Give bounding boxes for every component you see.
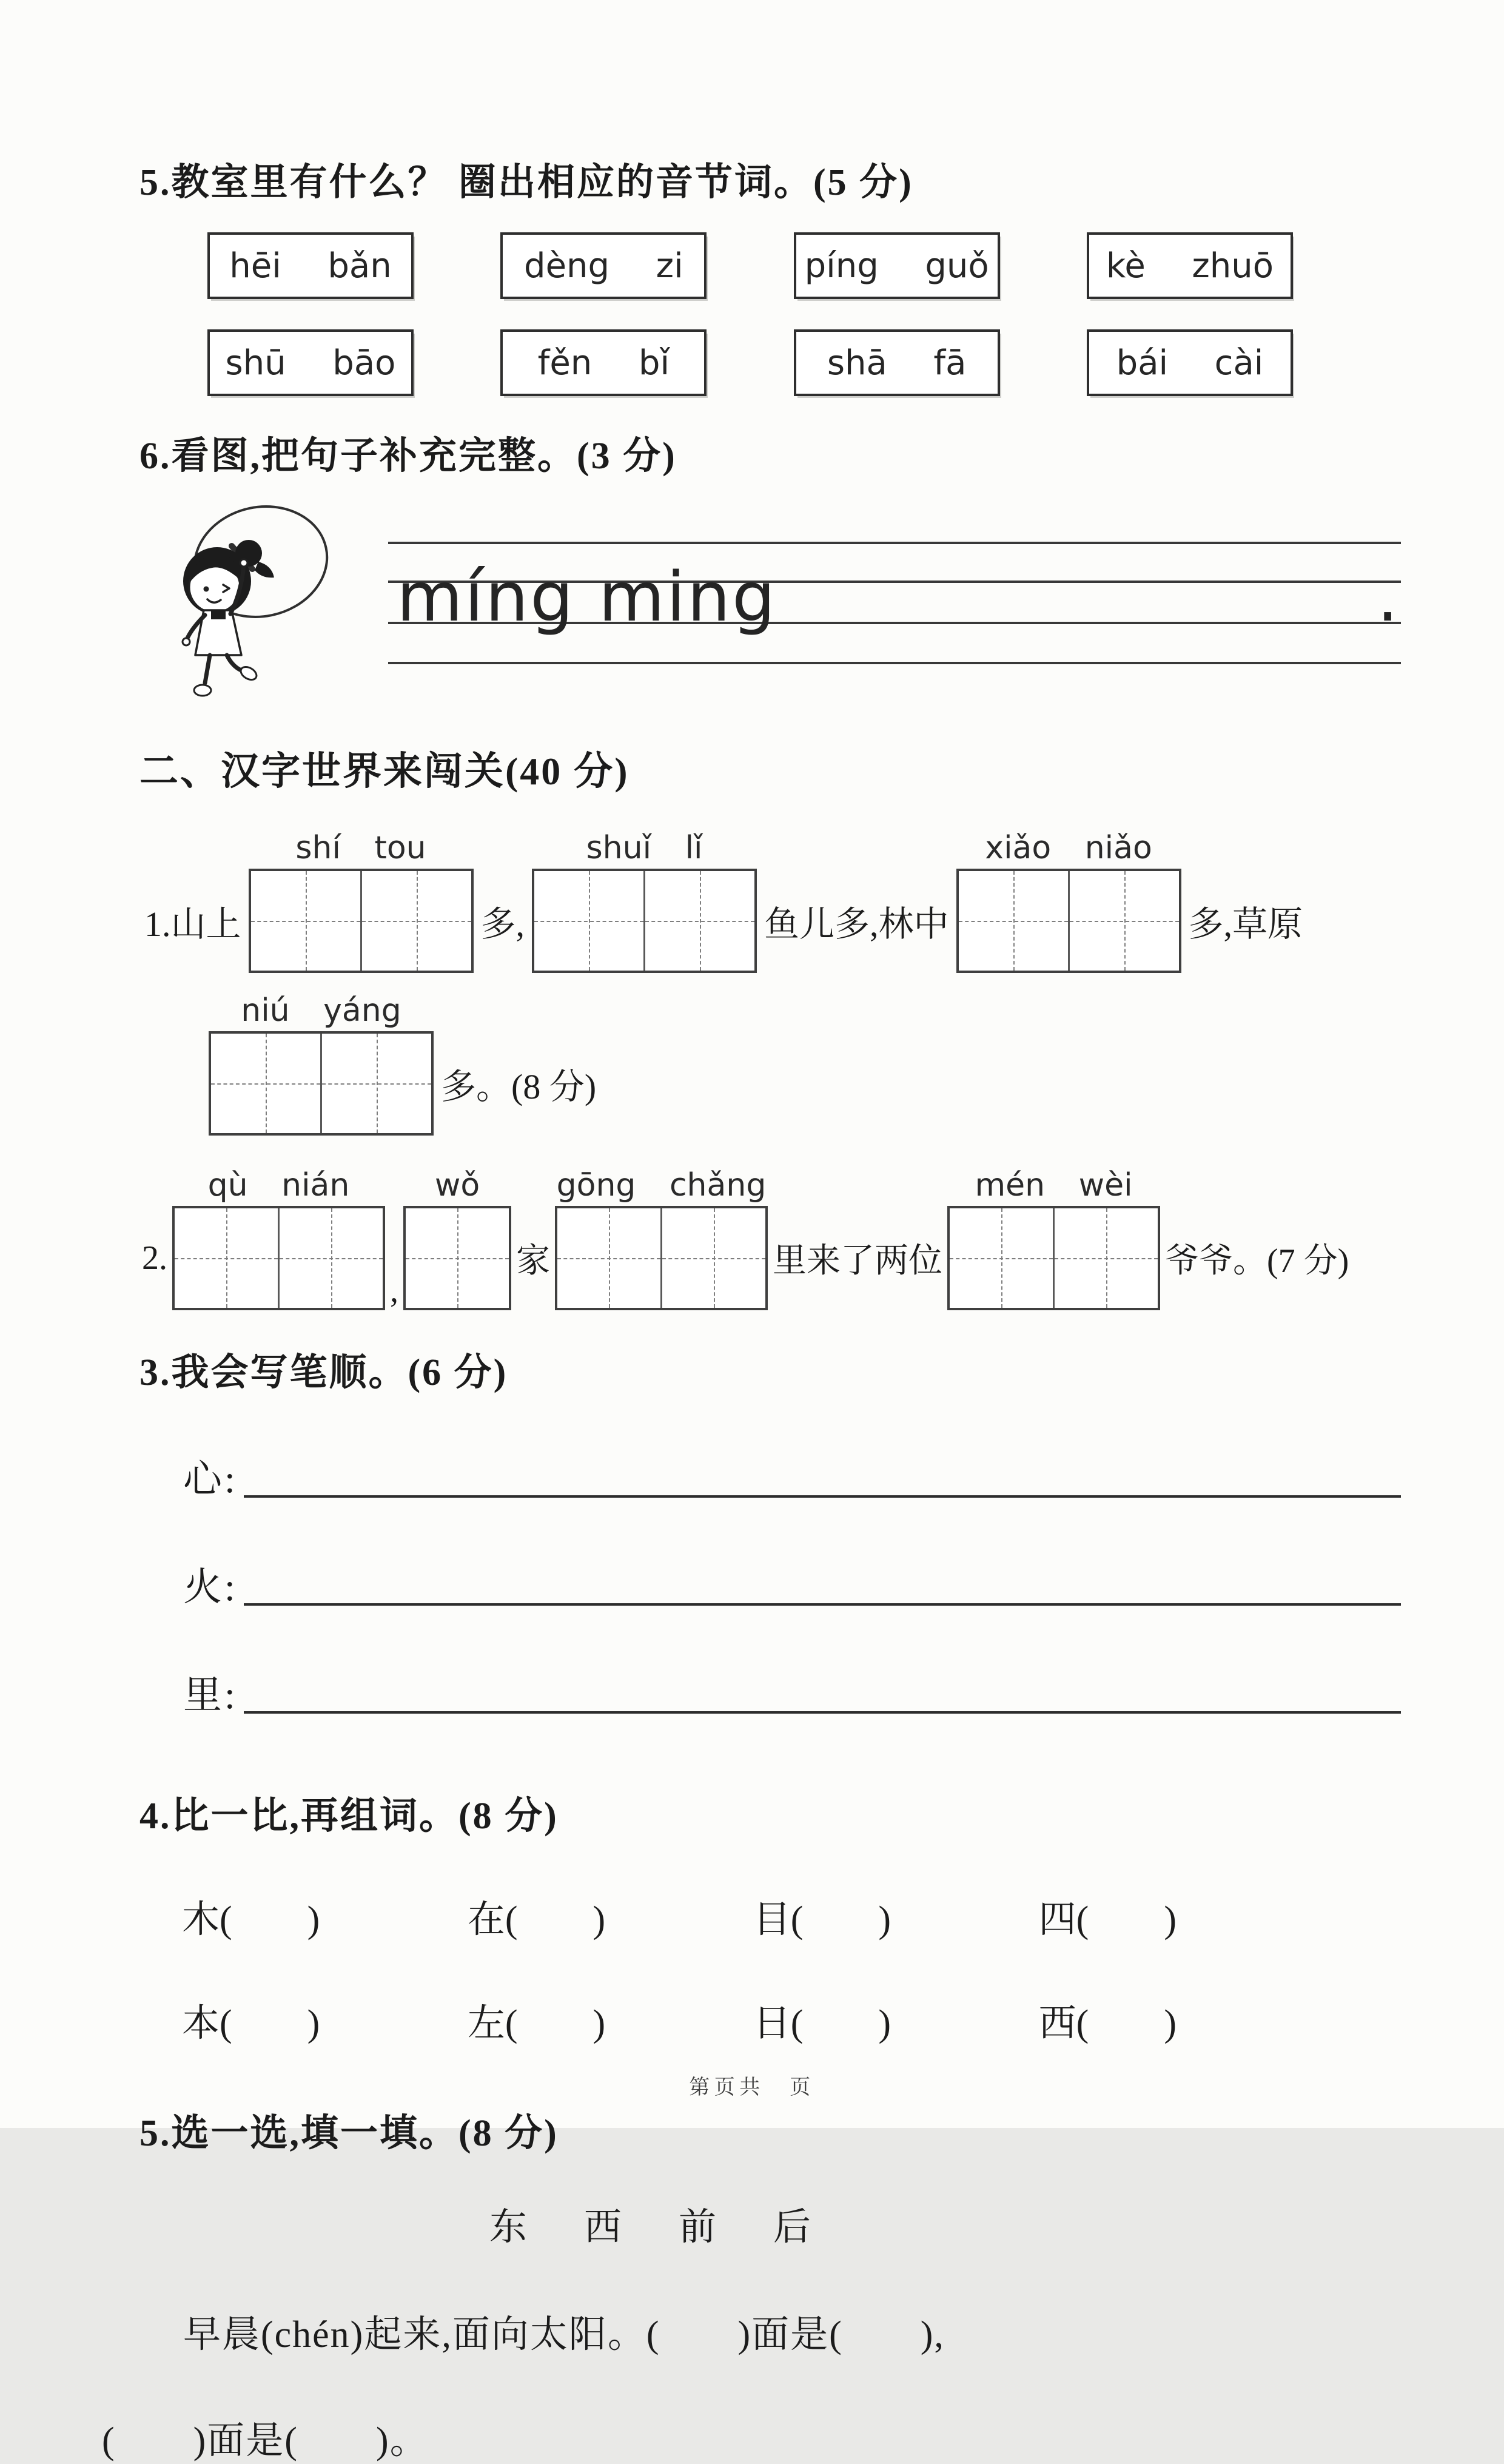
answer-underline (244, 1495, 1401, 1498)
tianzige-grid-unit (403, 1167, 511, 1310)
tianzige-cell (660, 1208, 765, 1308)
stroke-order-row (183, 1556, 1401, 1612)
tianzige-cell (360, 871, 471, 971)
question-number: 2. (142, 1239, 167, 1277)
pinyin-box-row (207, 232, 1293, 299)
sentence-text: 1.山上 (144, 904, 241, 944)
guide-line (388, 662, 1401, 664)
choose-fill-options: 东 西 前 后 (489, 2207, 821, 2248)
character-label: 心: (183, 1458, 238, 1501)
tianzige-writing-grid (532, 869, 757, 973)
sentence-period: . (1377, 558, 1398, 637)
tianzige-cell (534, 871, 643, 971)
q5b-heading: 5.选一选,填一填。(8 分) (139, 2113, 559, 2154)
collar (211, 610, 226, 619)
tianzige-cell (278, 1208, 383, 1308)
question-6-heading: 6.看图,把句子补充完整。(3 分) (139, 436, 677, 477)
q3-heading: 3.我会写笔顺。(6 分) (139, 1352, 508, 1393)
word-pair: 在( ) (467, 1899, 606, 1941)
pinyin-label: shuǐ lǐ (586, 830, 703, 866)
stroke-order-row (183, 1448, 1401, 1504)
comma: , (390, 1272, 398, 1310)
tianzige-cell (251, 871, 360, 971)
shoe-right (238, 664, 258, 682)
tianzige-cell (406, 1208, 509, 1308)
q1-sentence-line-1 (139, 830, 1401, 973)
pinyin-label: qù nián (207, 1167, 350, 1203)
tianzige-grid-unit (947, 1167, 1160, 1310)
page-footer: 第页共 页 (689, 2076, 815, 2099)
word-pair: 左( ) (467, 2003, 606, 2044)
pinyin-four-line-guide (388, 542, 1401, 663)
tianzige-writing-grid (172, 1206, 385, 1310)
pinyin-box-row (207, 329, 1293, 396)
q2-sentence-line (139, 1167, 1401, 1310)
tianzige-writing-grid (209, 1031, 434, 1136)
tianzige-cell (643, 871, 754, 971)
answer-underline (244, 1711, 1401, 1714)
tianzige-writing-grid (555, 1206, 768, 1310)
pinyin-word-box: fěn bǐ (500, 329, 707, 396)
tianzige-writing-grid (403, 1206, 511, 1310)
pinyin-label: niú yáng (241, 992, 401, 1029)
tianzige-cell (320, 1034, 431, 1133)
tianzige-grid-unit (956, 830, 1181, 973)
tianzige-cell (557, 1208, 660, 1308)
tianzige-cell (211, 1034, 320, 1133)
question-5-heading: 5.教室里有什么？ 圈出相应的音节词。(5 分) (139, 162, 913, 203)
word-pair: 本( ) (182, 2003, 320, 2044)
character-label: 火: (183, 1566, 238, 1609)
word-pair: 目( ) (753, 1899, 891, 1941)
section-2-heading: 二、汉字世界来闯关(40 分) (139, 750, 629, 793)
sentence-text: 鱼儿多,林中 (764, 904, 949, 944)
compare-words-row (182, 1889, 1177, 1943)
pinyin-word-box: kè zhuō (1087, 232, 1293, 299)
leg-right (227, 655, 243, 671)
sentence-text: 多,草原 (1188, 904, 1303, 944)
tianzige-grid-unit (532, 830, 757, 973)
tianzige-grid-unit (249, 830, 474, 973)
tianzige-writing-grid (956, 869, 1181, 973)
shoe-left (194, 685, 211, 696)
fill-sentence-line-2: ( )面是( )。 (102, 2420, 429, 2462)
character-label: 里: (183, 1674, 238, 1717)
guide-line (388, 542, 1401, 544)
sentence-text: 里来了两位 (773, 1242, 942, 1280)
pinyin-label: shí tou (295, 830, 426, 866)
pinyin-word-box: dèng zi (500, 232, 707, 299)
tianzige-grid-unit (209, 992, 434, 1136)
pinyin-word-box: hēi bǎn (207, 232, 414, 299)
sentence-text: 多, (480, 904, 525, 944)
tianzige-grid-unit (172, 1167, 385, 1310)
leg-left (205, 655, 210, 683)
word-pair: 日( ) (753, 2003, 891, 2044)
tianzige-writing-grid (947, 1206, 1160, 1310)
q4-heading: 4.比一比,再组词。(8 分) (139, 1796, 559, 1837)
pinyin-label: mén wèi (975, 1167, 1133, 1203)
word-pair: 西( ) (1038, 2003, 1177, 2044)
sentence-text: 多。(8 分) (441, 1067, 597, 1106)
tianzige-cell (950, 1208, 1053, 1308)
lower-hand (183, 638, 190, 645)
tianzige-cell (1053, 1208, 1158, 1308)
raised-hand (240, 559, 247, 567)
girl-jumping-rope-image (139, 490, 340, 715)
pinyin-word-box: píng guǒ (794, 232, 1000, 299)
stroke-order-row (183, 1664, 1401, 1720)
fill-sentence-line-1: 早晨(chén)起来,面向太阳。( )面是( ), (183, 2314, 945, 2355)
open-eye (204, 587, 209, 592)
tianzige-writing-grid (249, 869, 474, 973)
pinyin-label: gōng chǎng (556, 1167, 767, 1203)
sentence-text: 家 (516, 1242, 550, 1280)
question-6-block (139, 425, 1401, 715)
word-pair: 木( ) (182, 1899, 320, 1941)
pinyin-label: wǒ (434, 1167, 480, 1203)
question-6-row (139, 490, 1401, 715)
pinyin-word-box: shā fā (794, 329, 1000, 396)
tianzige-cell (175, 1208, 278, 1308)
pigtail (255, 562, 274, 577)
compare-words-row (182, 1993, 1177, 2047)
pinyin-word-box: shū bāo (207, 329, 414, 396)
tianzige-cell (959, 871, 1068, 971)
pinyin-word-box: bái cài (1087, 329, 1293, 396)
q1-sentence-line-2 (206, 992, 1401, 1136)
pinyin-label: xiǎo niǎo (985, 830, 1152, 866)
answer-pinyin-text: míng ming (397, 558, 777, 637)
sentence-text: 爷爷。(7 分) (1165, 1242, 1349, 1280)
answer-underline (244, 1603, 1401, 1606)
tianzige-cell (1068, 871, 1179, 971)
word-pair: 四( ) (1038, 1899, 1177, 1941)
tianzige-grid-unit (555, 1167, 768, 1310)
